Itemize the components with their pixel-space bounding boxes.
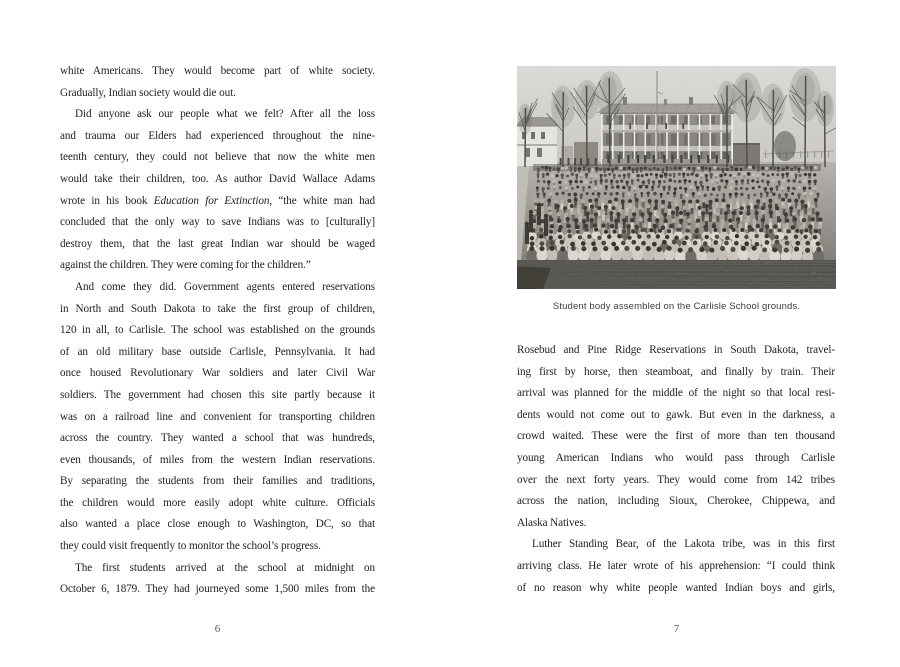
photo-caption: Student body assembled on the Carlisle School grounds. <box>552 301 801 312</box>
text-line: The first students arrived at the school at midnight on <box>75 561 375 574</box>
text-line: destroy them, that the last great Indian war should be waged <box>60 237 375 250</box>
text-line: Luther Standing Bear, of the Lakota tribe, was in this first <box>532 538 835 551</box>
text-line: of an old military base outside Carlisle, Pennsylvania. It had <box>60 345 375 358</box>
page-number-left: 6 <box>214 623 221 635</box>
text-line: Did anyone ask our people what we felt? After all the loss <box>75 108 375 121</box>
right-text-column <box>517 340 835 599</box>
text-line: October 6, 1879. They had journeyed some 1,500 miles from the <box>60 583 375 596</box>
text-line: Gradually, Indian society would die out. <box>60 86 236 99</box>
text-line: And come they did. Government agents entered reservations <box>75 280 375 293</box>
text-line: they could visit frequently to monitor the school’s progress. <box>60 540 321 553</box>
text-line: teenth century, they could not believe that now the white men <box>60 151 375 164</box>
carlisle-school-photo <box>517 66 836 289</box>
text-line: young American Indians who would pass through Carlisle <box>517 451 835 464</box>
film-grain <box>517 66 836 289</box>
text-line: even thousands, of miles from the western Indian reservations. <box>60 453 375 466</box>
text-line: arriving class. He later wrote of his apprehension: “I could think <box>517 559 835 572</box>
left-text-column <box>60 61 375 601</box>
page-number-right: 7 <box>673 623 680 635</box>
text-line: of no reason why white people wanted Indian boys and girls, <box>517 581 835 594</box>
text-line: also wanted a place close enough to Washington, DC, so that <box>60 518 375 531</box>
text-line: Rosebud and Pine Ridge Reservations in South Dakota, travel- <box>517 344 835 356</box>
text-line: once housed Revolutionary War soldiers and later Civil War <box>60 367 375 380</box>
text-line: would take their children, too. As author David Wallace Adams <box>60 172 375 185</box>
text-line: was on a railroad line and convenient for transporting children <box>60 410 375 423</box>
text-line: across the nation, including Sioux, Cherokee, Chippewa, and <box>517 495 835 508</box>
text-line: concluded that the only way to save Indians was to [culturally] <box>60 216 375 229</box>
text-line: white Americans. They would become part of white society. <box>60 65 375 77</box>
text-line: Alaska Natives. <box>517 516 587 529</box>
text-line: By separating the students from their families and traditions, <box>60 475 375 488</box>
text-line: in North and South Dakota to take the first group of children, <box>60 302 375 315</box>
text-line: against the children. They were coming for the children.” <box>60 259 311 272</box>
text-line: the children would more easily adopt white culture. Officials <box>60 496 375 509</box>
text-line: wrote in his book Education for Extinction, “the white man had <box>60 194 375 207</box>
text-line: arrival was planned for the middle of the night so that local resi- <box>517 387 835 400</box>
carlisle-photo-illustration <box>517 66 836 289</box>
text-line: over the next forty years. They would come from 142 tribes <box>517 473 835 486</box>
right-page <box>450 0 900 667</box>
text-line: and trauma our Elders had experienced throughout the nine- <box>60 129 375 142</box>
text-line: crowd waited. These were the first of more than ten thousand <box>517 430 835 443</box>
text-line: soldiers. The government had chosen this site partly because it <box>60 388 375 401</box>
text-line: 120 in all, to Carlisle. The school was established on the grounds <box>60 324 375 337</box>
text-line: ing first by horse, then steamboat, and finally by train. Their <box>517 365 835 378</box>
text-line: across the country. They wanted a school that was hundreds, <box>60 432 375 445</box>
text-line: dents would not come out to gawk. But even in the darkness, a <box>517 408 835 421</box>
